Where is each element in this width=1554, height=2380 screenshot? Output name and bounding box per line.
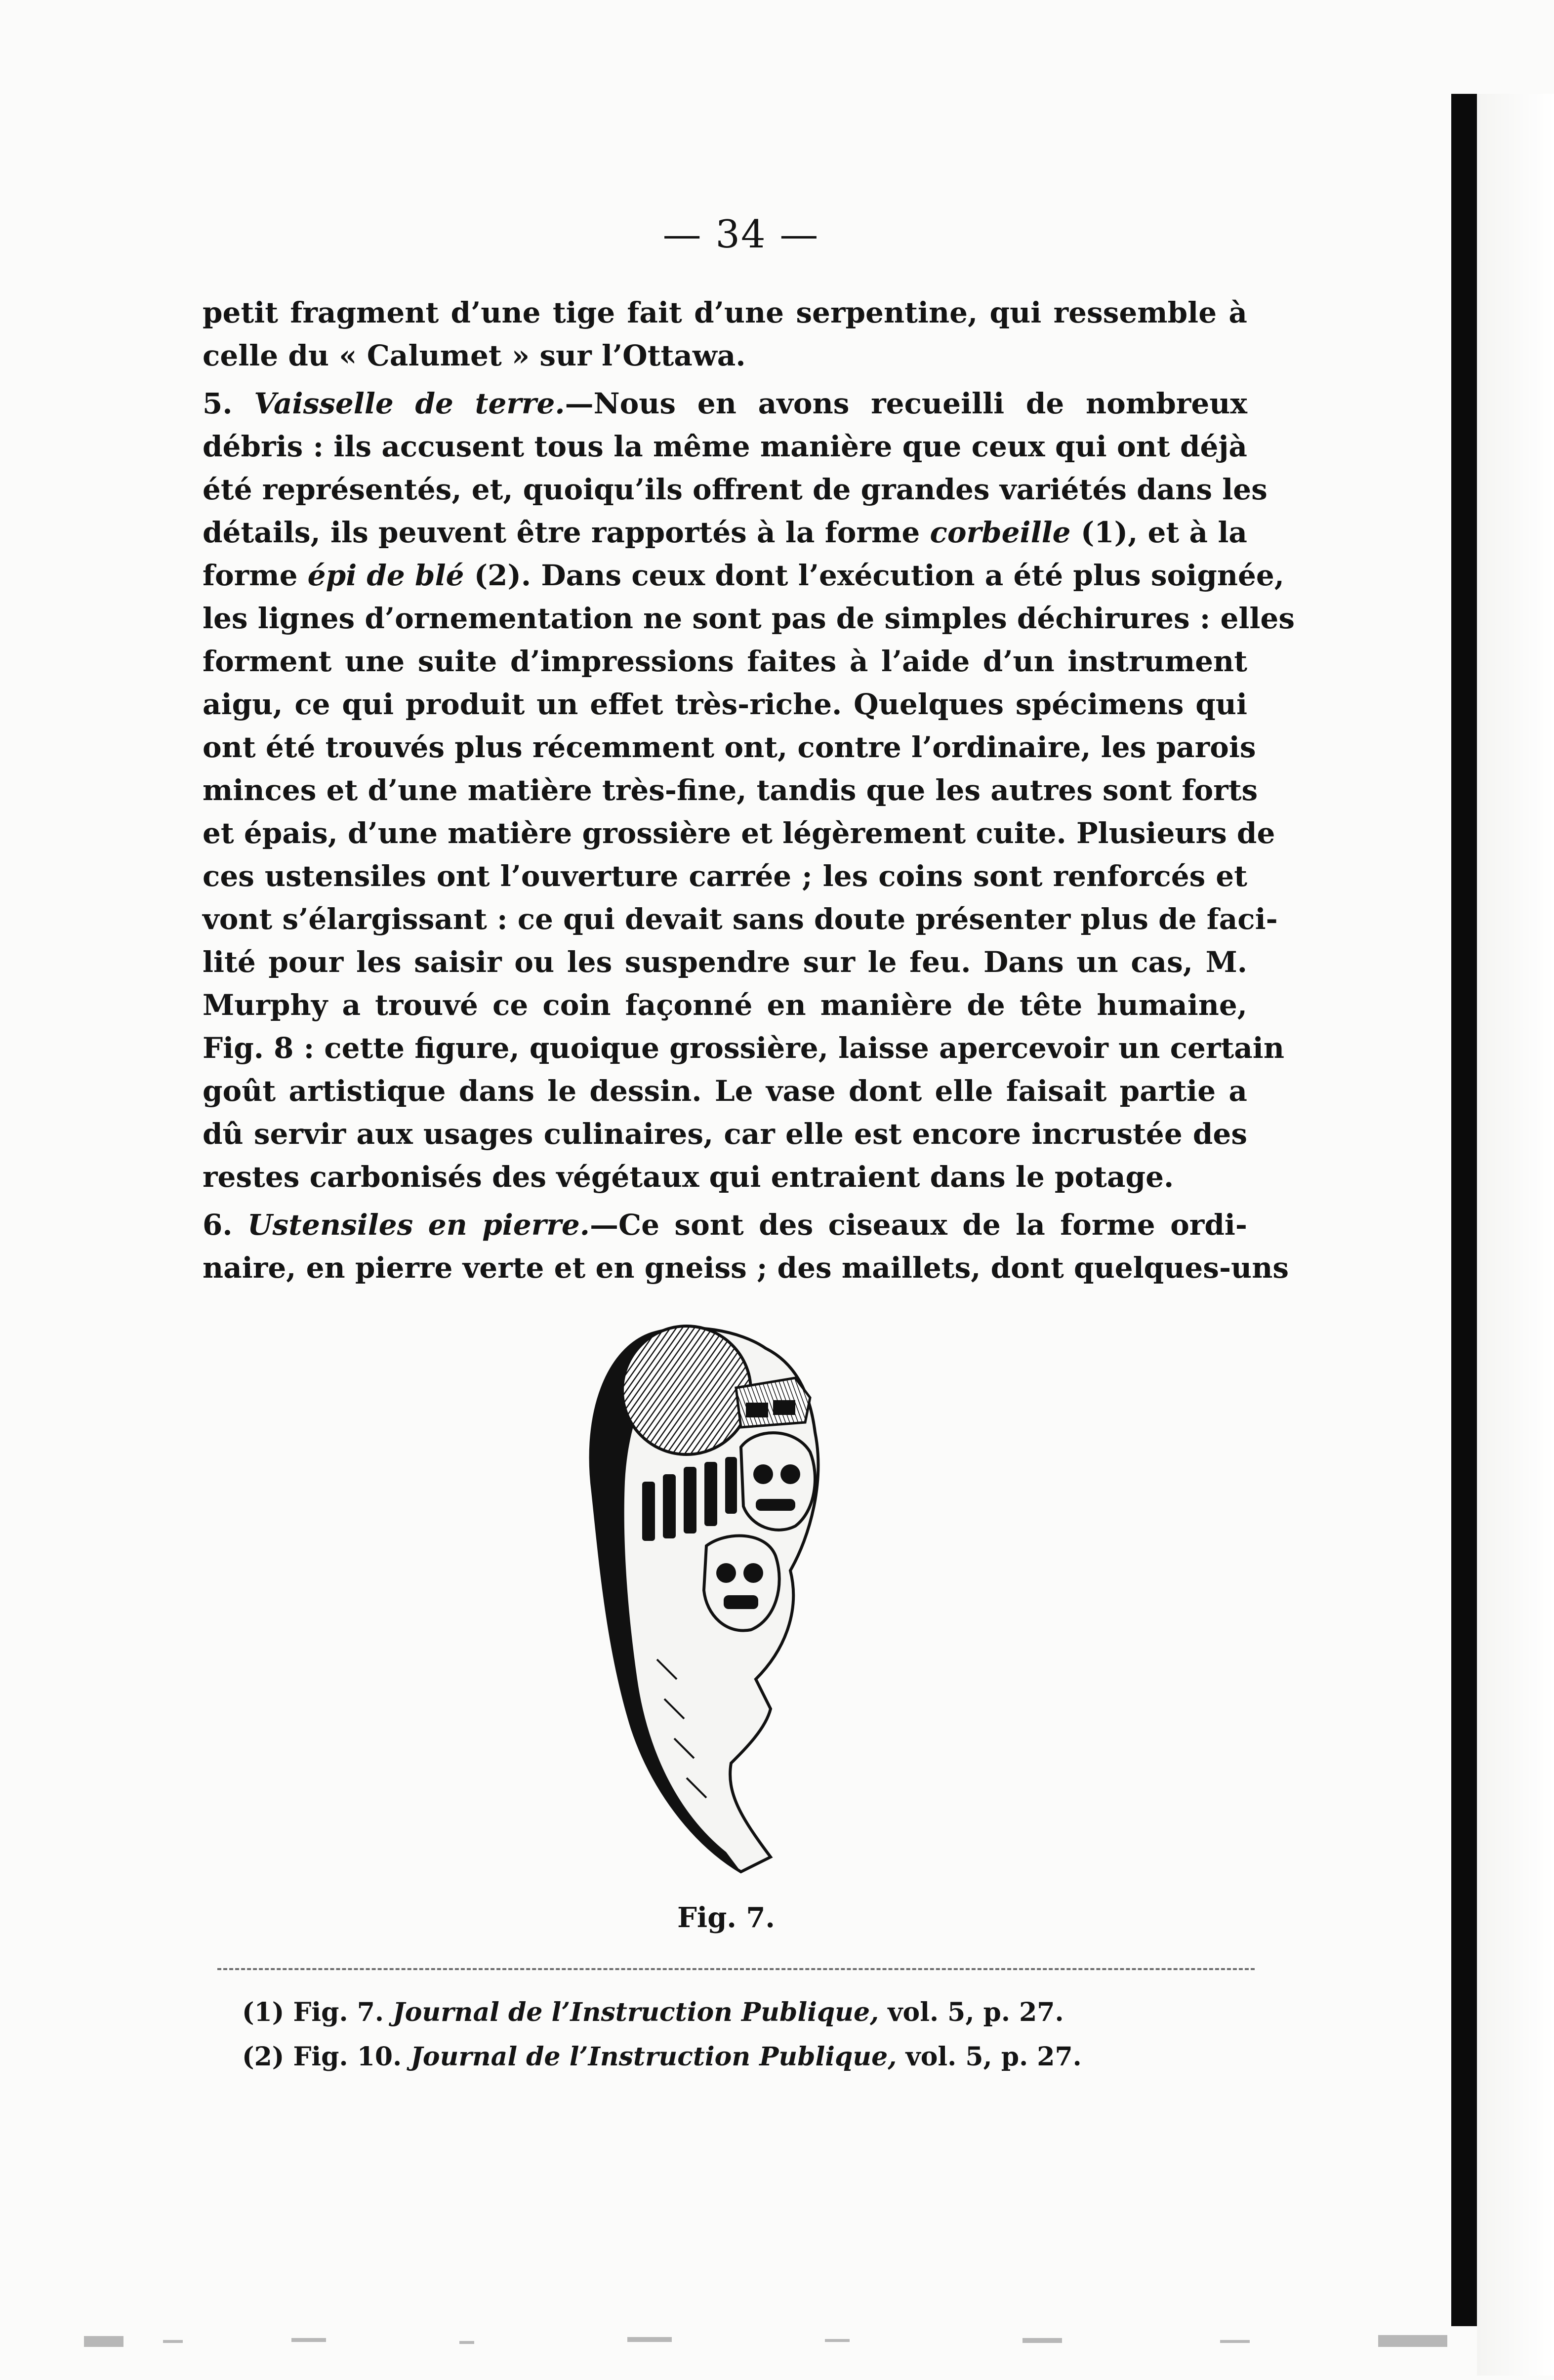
text-line: aigu, ce qui produit un effet très-riche. Quelques spécimens qui [203, 687, 1247, 721]
body-text [203, 291, 1295, 1290]
text-line: été représentés, et, quoiqu’ils offrent de grandes variétés dans les [203, 473, 1268, 506]
text-line: minces et d’une matière très-fine, tandis que les autres sont forts [203, 773, 1258, 807]
text-line: 5. Vaisselle de terre.—Nous en avons recueilli de nombreux [203, 387, 1247, 420]
text-line: débris : ils accusent tous la même manière que ceux qui ont déjà [203, 430, 1247, 463]
text-line: petit fragment d’une tige fait d’une serpentine, qui ressemble à [203, 296, 1247, 329]
text-line: Murphy a trouvé ce coin façonné en manière de tête humaine, [203, 988, 1247, 1022]
scan-noise-strip [84, 2331, 1447, 2351]
text-line: lité pour les saisir ou les suspendre sur le feu. Dans un cas, M. [203, 945, 1247, 979]
footnotes [242, 1990, 1181, 2079]
footnote-divider [217, 1968, 1255, 1970]
text-line: celle du « Calumet » sur l’Ottawa. [203, 339, 746, 372]
section-heading-pottery: Vaisselle de terre. [254, 387, 565, 420]
text-line: vont s’élargissant : ce qui devait sans doute présenter plus de faci- [203, 902, 1278, 936]
text-line: Fig. 8 : cette figure, quoique grossière, laisse apercevoir un certain [203, 1031, 1284, 1065]
text-line: dû servir aux usages culinaires, car elle est encore incrustée des [203, 1117, 1247, 1151]
figure-caption: Fig. 7. [677, 1901, 775, 1934]
text-line: et épais, d’une matière grossière et légèrement cuite. Plusieurs de [203, 816, 1275, 850]
page-number: — 34 — [662, 212, 819, 257]
text-line: naire, en pierre verte et en gneiss ; des maillets, dont quelques-uns [203, 1251, 1289, 1285]
footnote: (2) Fig. 10. Journal de l’Instruction Publique, vol. 5, p. 27. [242, 2042, 1082, 2072]
pottery-fragment-illustration [578, 1304, 855, 1882]
text-line: les lignes d’ornementation ne sont pas de simples déchirures : elles [203, 602, 1295, 635]
binding-shadow-bar [1451, 94, 1477, 2326]
text-line: goût artistique dans le dessin. Le vase dont elle faisait partie a [203, 1074, 1247, 1108]
text-line: ces ustensiles ont l’ouverture carrée ; les coins sont renforcés et [203, 859, 1247, 893]
footnote: (1) Fig. 7. Journal de l’Instruction Publique, vol. 5, p. 27. [242, 1997, 1064, 2027]
text-line: 6. Ustensiles en pierre.—Ce sont des ciseaux de la forme ordi- [203, 1208, 1247, 1242]
text-line: restes carbonisés des végétaux qui entraient dans le potage. [203, 1160, 1174, 1194]
text-line: forme épi de blé (2). Dans ceux dont l’exécution a été plus soignée, [203, 559, 1284, 592]
text-line: ont été trouvés plus récemment ont, contre l’ordinaire, les parois [203, 730, 1256, 764]
text-line: détails, ils peuvent être rapportés à la forme corbeille (1), et à la [203, 516, 1248, 549]
text-line: forment une suite d’impressions faites à l’aide d’un instrument [203, 645, 1247, 678]
page-edge [1477, 94, 1554, 2376]
section-heading-stone-tools: Ustensiles en pierre. [247, 1208, 590, 1242]
